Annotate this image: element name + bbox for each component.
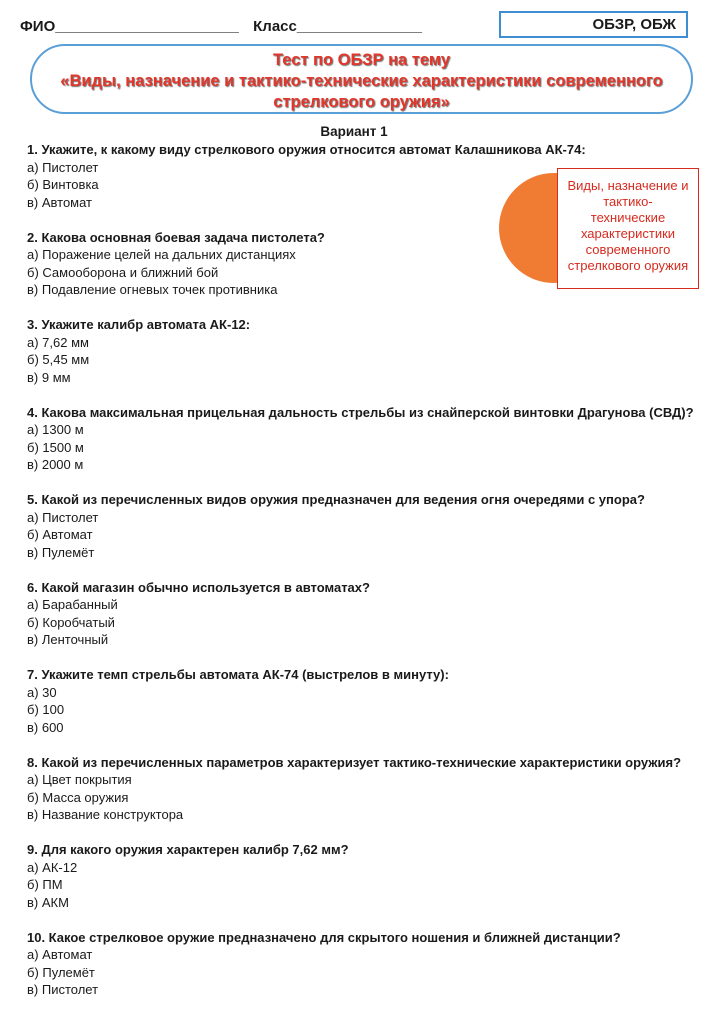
answer-option[interactable]: а) Цвет покрытия xyxy=(27,772,132,787)
answer-option[interactable]: в) Пулемёт xyxy=(27,544,95,560)
test-title xyxy=(30,44,693,114)
answer-option[interactable]: а) Поражение целей на дальних дистанциях xyxy=(27,247,296,262)
question-text: 9. Для какого оружия характерен калибр 7,62 мм? xyxy=(27,842,349,857)
answer-option[interactable]: б) Винтовка xyxy=(27,177,99,192)
question-4 xyxy=(27,404,697,474)
callout-line: характеристики xyxy=(580,226,676,241)
title-line-2: «Виды, назначение и тактико-технические характеристики современного xyxy=(60,72,663,90)
question-10 xyxy=(27,929,697,999)
answer-option[interactable]: б) Пулемёт xyxy=(27,964,95,980)
question-text: 7. Укажите темп стрельбы автомата АК-74 (выстрелов в минуту): xyxy=(27,667,449,682)
answer-option[interactable]: а) Автомат xyxy=(27,947,93,962)
question-text: 1. Укажите, к какому виду стрелкового оружия относится автомат Калашникова АК-74: xyxy=(27,142,586,157)
question-text: 10. Какое стрелковое оружие предназначено для скрытого ношения и ближней дистанции? xyxy=(27,929,621,945)
answer-option[interactable]: в) 2000 м xyxy=(27,457,84,472)
answer-option[interactable]: в) Название конструктора xyxy=(27,807,184,822)
name-field[interactable]: ФИО______________________ xyxy=(20,18,239,35)
answer-option[interactable]: в) Автомат xyxy=(27,194,93,210)
callout-line: стрелкового оружия xyxy=(567,258,689,273)
answer-option[interactable]: б) 5,45 мм xyxy=(27,352,90,367)
answer-option[interactable]: а) Пистолет xyxy=(27,159,99,175)
answer-option[interactable]: в) 600 xyxy=(27,719,64,735)
variant-heading: Вариант 1 xyxy=(320,124,388,139)
question-1 xyxy=(27,141,697,211)
question-9 xyxy=(27,841,697,911)
answer-option[interactable]: в) Пистолет xyxy=(27,982,99,997)
answer-option[interactable]: а) 7,62 мм xyxy=(27,334,89,350)
title-line-3: стрелкового оружия» xyxy=(273,93,450,111)
callout-line: современного xyxy=(585,242,671,257)
question-7 xyxy=(27,666,697,736)
question-text: 6. Какой магазин обычно используется в автоматах? xyxy=(27,579,370,595)
answer-option[interactable]: а) АК-12 xyxy=(27,859,78,875)
class-field[interactable]: Класс_______________ xyxy=(253,18,422,35)
answer-option[interactable]: б) ПМ xyxy=(27,877,63,892)
answer-option[interactable]: а) 1300 м xyxy=(27,422,84,437)
question-2 xyxy=(27,229,697,299)
answer-option[interactable]: б) Коробчатый xyxy=(27,614,115,630)
question-text: 4. Какова максимальная прицельная дальность стрельбы из снайперской винтовки Драгунова (СВД)? xyxy=(27,404,694,420)
answer-option[interactable]: в) 9 мм xyxy=(27,369,71,385)
question-3 xyxy=(27,316,697,386)
student-info-line xyxy=(20,18,422,35)
callout-line: тактико- xyxy=(603,194,653,209)
answer-option[interactable]: б) Самооборона и ближний бой xyxy=(27,264,219,280)
question-8 xyxy=(27,754,697,824)
question-5 xyxy=(27,491,697,561)
answer-option[interactable]: в) АКМ xyxy=(27,894,69,910)
answer-option[interactable]: а) Пистолет xyxy=(27,509,99,525)
answer-option[interactable]: а) Барабанный xyxy=(27,597,118,612)
subject-badge xyxy=(499,11,688,38)
answer-option[interactable]: б) Масса оружия xyxy=(27,789,129,805)
answer-option[interactable]: б) 100 xyxy=(27,702,65,717)
question-text: 8. Какой из перечисленных параметров характеризует тактико-технические характеристики оружия? xyxy=(27,754,682,770)
answer-option[interactable]: б) 1500 м xyxy=(27,439,84,455)
answer-option[interactable]: в) Подавление огневых точек противника xyxy=(27,282,278,297)
callout-line: технические xyxy=(590,210,666,225)
question-text: 5. Какой из перечисленных видов оружия предназначен для ведения огня очередями с упора? xyxy=(27,492,645,507)
answer-option[interactable]: в) Ленточный xyxy=(27,632,109,647)
question-6 xyxy=(27,579,697,649)
callout-line: Виды, назначение и xyxy=(567,178,689,193)
title-line-1: Тест по ОБЗР на тему xyxy=(272,51,451,69)
question-list xyxy=(27,141,697,1016)
subject-label: ОБЗР, ОБЖ xyxy=(592,16,676,33)
answer-option[interactable]: б) Автомат xyxy=(27,527,93,542)
question-text: 3. Укажите калибр автомата АК-12: xyxy=(27,317,251,332)
answer-option[interactable]: а) 30 xyxy=(27,684,57,700)
question-text: 2. Какова основная боевая задача пистолета? xyxy=(27,229,325,245)
